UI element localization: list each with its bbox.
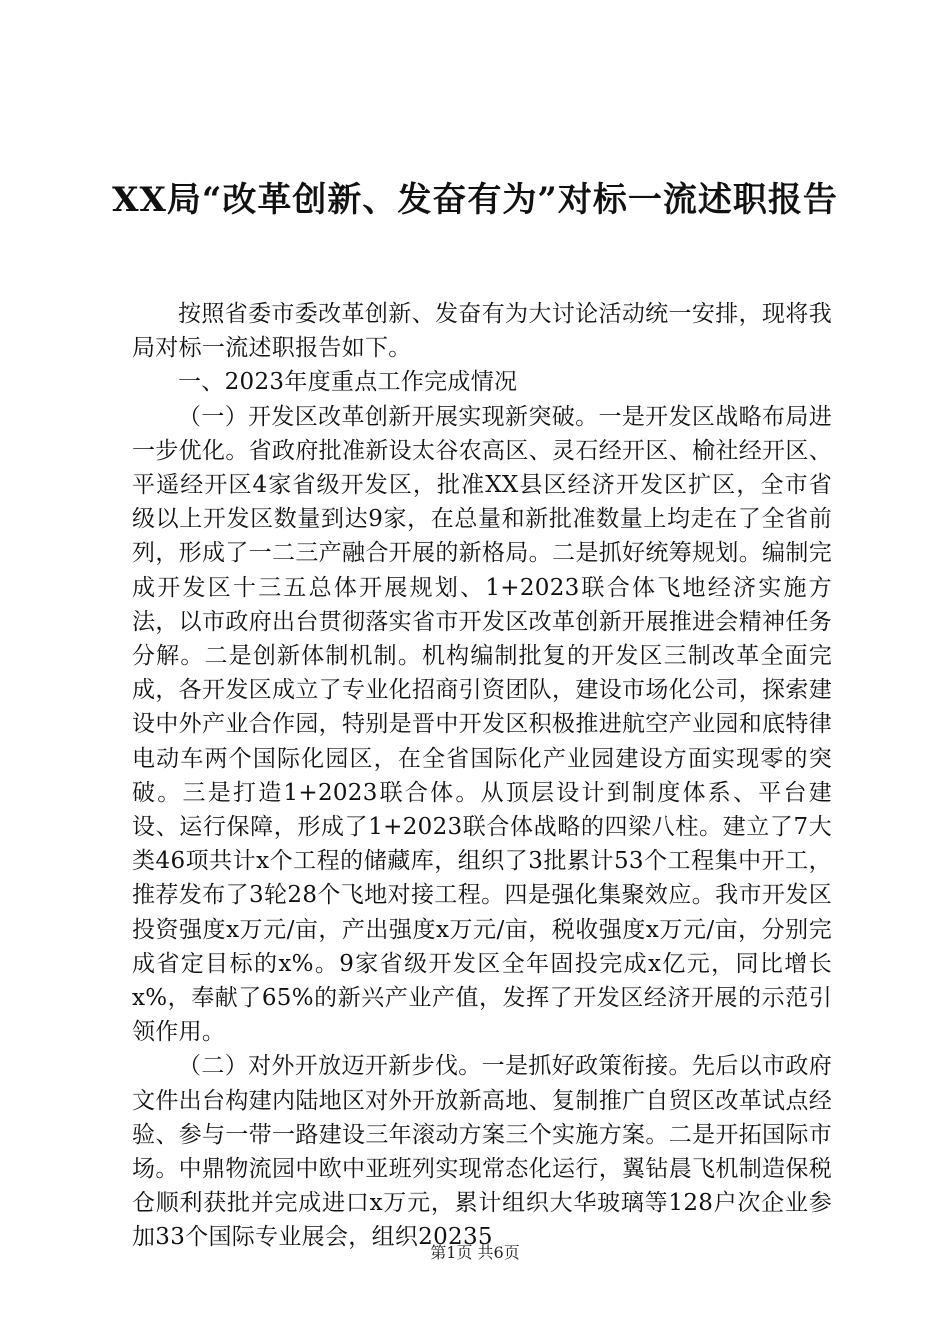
paragraph-development-zone: （一）开发区改革创新开展实现新突破。一是开发区战略布局进一步优化。省政府批准新设太谷农高区、灵石经开区、榆社经开区、平遥经开区4家省级开发区，批准XX县区经济开发区扩区，全市省级以上开发区数量到达9家，在总量和新批准数量上均走在了全省前列，形成了一二三产融合开展的新格局。二是抓好统筹规划。编制完成开发区十三五总体开展规划、1+2023联合体飞地经济实施方法，以市政府出台贯彻落实省市开发区改革创新开展推进会精神任务分解。二是创新体制机制。机构编制批复的开发区三制改革全面完成，各开发区成立了专业化招商引资团队，建设市场化公司，探索建设中外产业合作园，特别是晋中开发区积极推进航空产业园和底特律电动车两个国际化园区，在全省国际化产业园建设方面实现零的突破。三是打造1+2023联合体。从顶层设计到制度体系、平台建设、运行保障，形成了1+2023联合体战略的四梁八柱。建立了7大类46项共计x个工程的储藏库，组织了3批累计53个工程集中开工，推荐发布了3轮28个飞地对接工程。四是强化集聚效应。我市开发区投资强度x万元/亩，产出强度x万元/亩，税收强度x万元/亩，分别完成省定目标的x%。9家省级开发区全年固投完成x亿元，同比增长x%，奉献了65%的新兴产业产值，发挥了开发区经济开展的示范引领作用。 [132,403,832,1046]
document-title: XX局“改革创新、发奋有为”对标一流述职报告 [112,180,838,220]
section-heading: 一、2023年度重点工作完成情况 [178,369,518,396]
paragraph-opening-up: （二）对外开放迈开新步伐。一是抓好政策衔接。先后以市政府文件出台构建内陆地区对外开放新高地、复制推广自贸区改革试点经验、参与一带一路建设三年滚动方案三个实施方案。二是开拓国际市场。中鼎物流园中欧中亚班列实现常态化运行，翼钻晨飞机制造保税仓顺利获批并完成进口x万元，累计组织大华玻璃等128户次企业参加33个国际专业展会，组织20235 [132,1053,832,1251]
paragraph-intro: 按照省委市委改革创新、发奋有为大讨论活动统一安排，现将我局对标一流述职报告如下。 [132,301,832,362]
page-number-footer: 第1页 共6页 [430,1243,520,1262]
document-body [132,297,832,1255]
